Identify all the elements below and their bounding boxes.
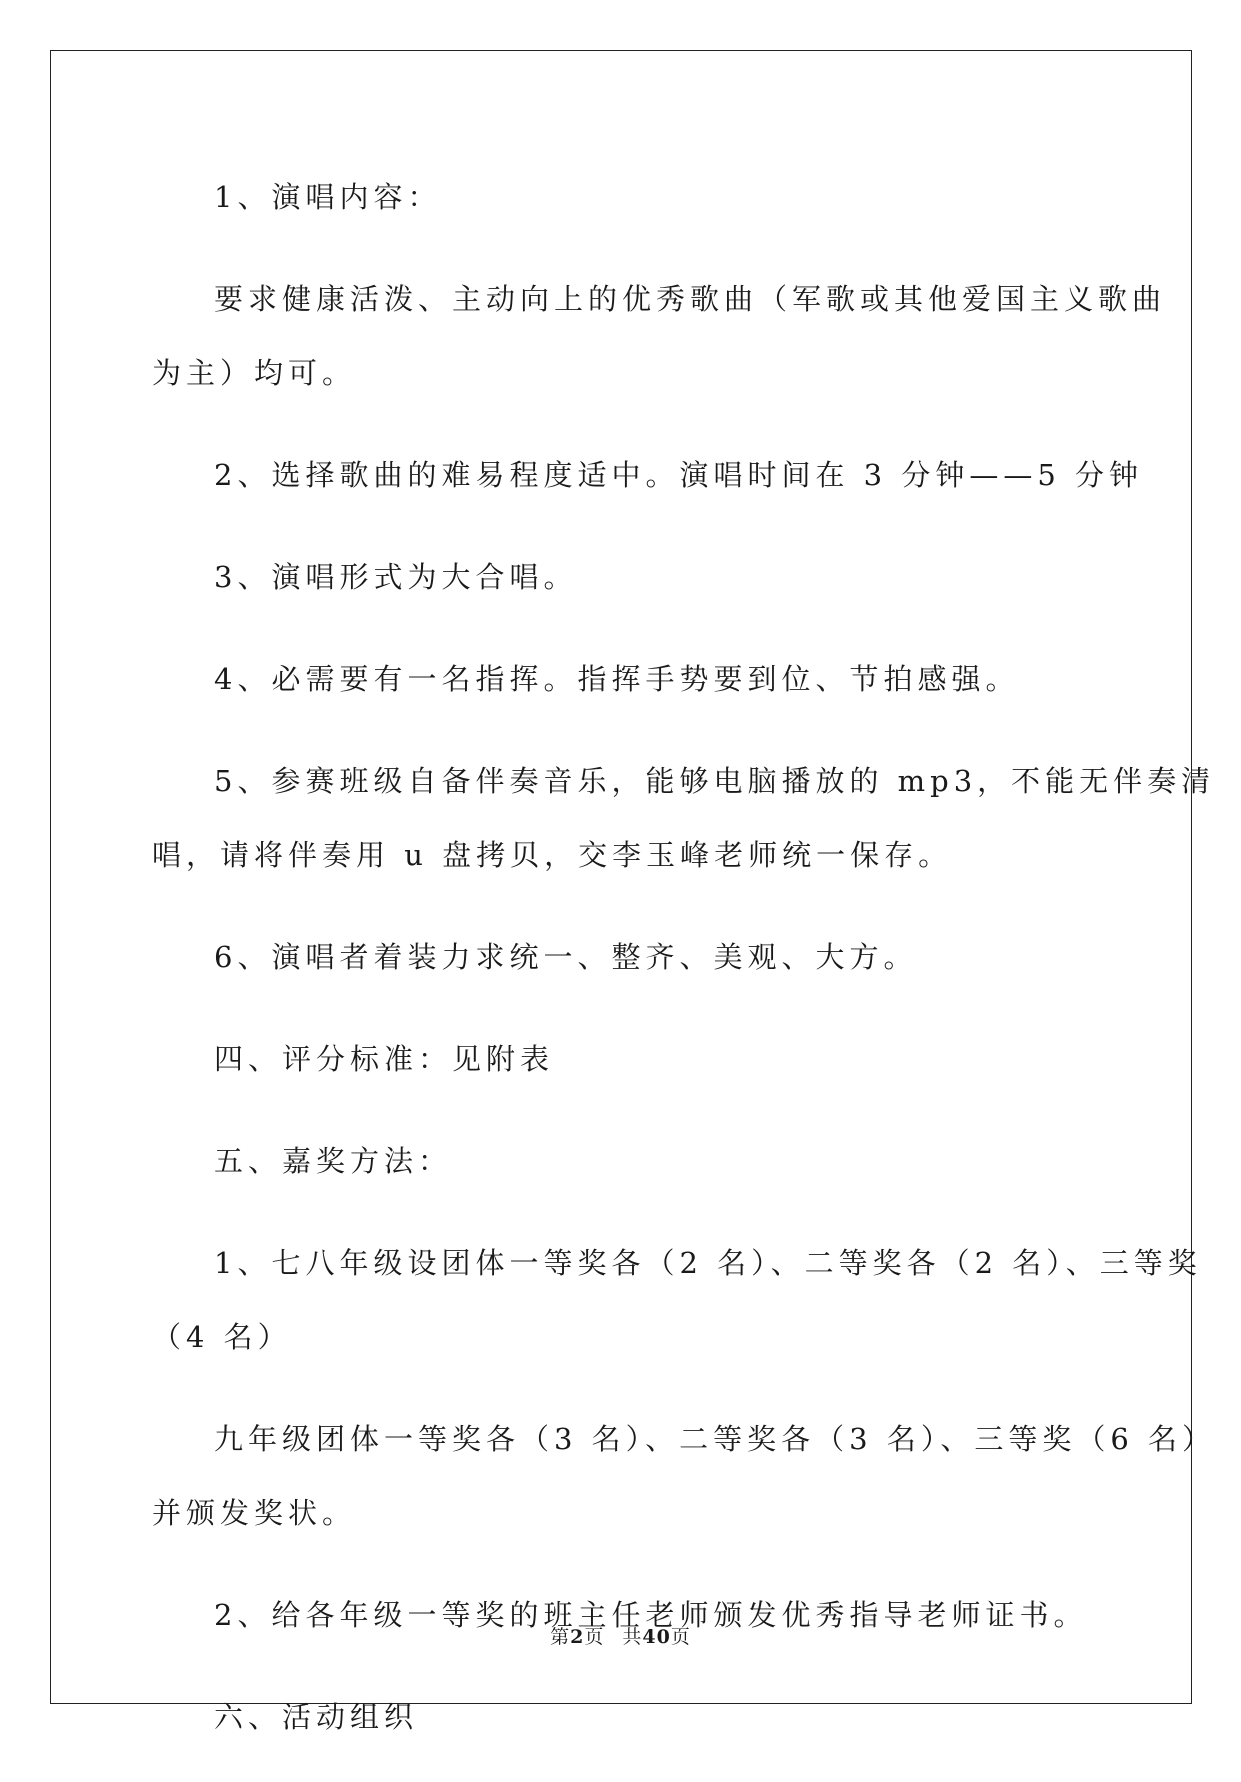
footer-total-prefix: 共 <box>622 1626 643 1648</box>
current-page-number: 2 <box>570 1626 585 1648</box>
paragraph-grade-7-8-awards <box>152 1226 1202 1374</box>
page-number-footer <box>0 1625 1241 1649</box>
accompaniment-line-2: 唱，请将伴奏用 u 盘拷贝，交李玉峰老师统一保存。 <box>152 838 953 872</box>
paragraph-conductor: 4、必需要有一名指挥。指挥手势要到位、节拍感强。 <box>214 662 1020 696</box>
paragraph-teacher-certificate: 2、给各年级一等奖的班主任老师颁发优秀指导老师证书。 <box>214 1598 1088 1632</box>
grade-7-8-awards-line-2: （4 名） <box>152 1320 292 1354</box>
grade-9-awards-line-1: 九年级团体一等奖各（3 名）、二等奖各（3 名）、三等奖（6 名） <box>214 1422 1217 1456</box>
grade-9-awards-line-2: 并颁发奖状。 <box>152 1496 357 1530</box>
paragraph-difficulty-duration: 2、选择歌曲的难易程度适中。演唱时间在 3 分钟——5 分钟 <box>214 458 1144 492</box>
section-scoring-standard: 四、评分标准：见附表 <box>214 1042 555 1076</box>
paragraph-song-requirements <box>152 262 1167 410</box>
paragraph-accompaniment <box>152 744 1216 892</box>
footer-page-unit: 页 <box>584 1626 605 1648</box>
song-requirements-line-2: 为主）均可。 <box>152 356 357 390</box>
section-award-method: 五、嘉奖方法： <box>214 1144 453 1178</box>
footer-prefix: 第 <box>550 1626 571 1648</box>
footer-total-unit: 页 <box>670 1626 691 1648</box>
document-body <box>152 160 1217 1782</box>
paragraph-performance-content: 1、演唱内容： <box>214 180 442 214</box>
paragraph-attire: 6、演唱者着装力求统一、整齐、美观、大方。 <box>214 940 918 974</box>
accompaniment-line-1: 5、参赛班级自备伴奏音乐，能够电脑播放的 mp3，不能无伴奏清 <box>214 764 1216 798</box>
grade-7-8-awards-line-1: 1、七八年级设团体一等奖各（2 名）、二等奖各（2 名）、三等奖 <box>214 1246 1202 1280</box>
paragraph-grade-9-awards <box>152 1402 1217 1550</box>
total-page-count: 40 <box>642 1626 671 1648</box>
paragraph-form: 3、演唱形式为大合唱。 <box>214 560 578 594</box>
song-requirements-line-1: 要求健康活泼、主动向上的优秀歌曲（军歌或其他爱国主义歌曲 <box>214 282 1167 316</box>
section-activity-organization: 六、活动组织 <box>214 1700 419 1734</box>
